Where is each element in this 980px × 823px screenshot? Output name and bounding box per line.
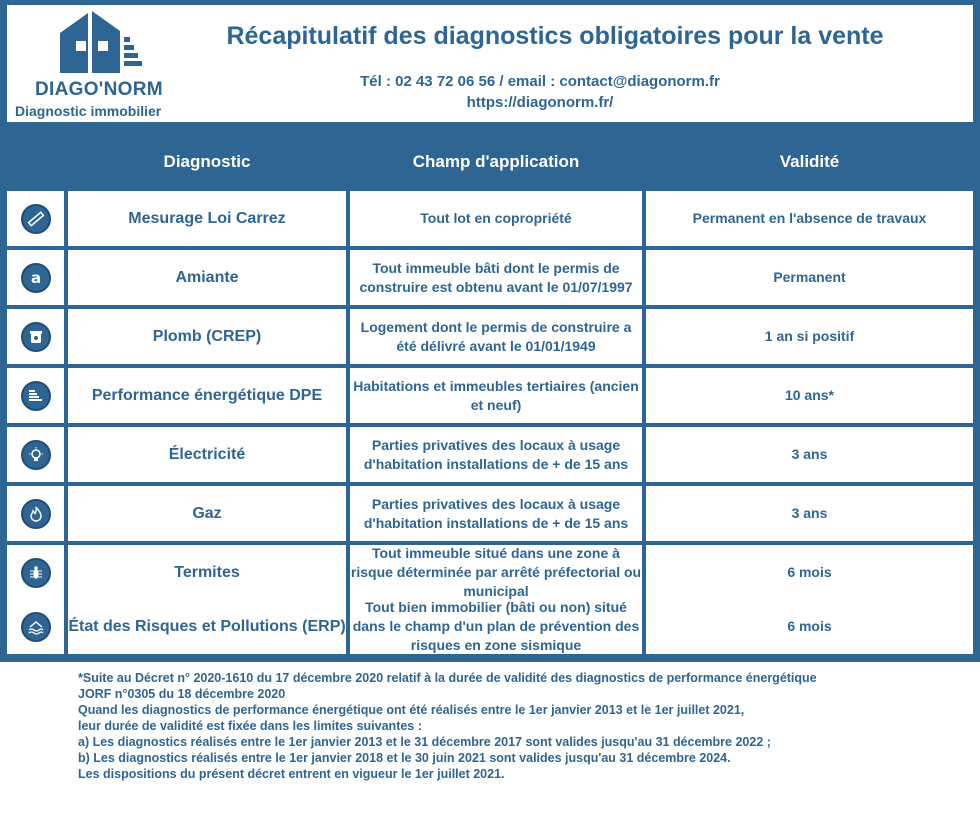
diagnostic-name: Amiante [68, 250, 346, 305]
table-row [7, 368, 973, 423]
validity-text: 6 mois [646, 599, 973, 654]
website-link[interactable]: https://diagonorm.fr/ [466, 94, 614, 111]
footnote [78, 670, 958, 782]
flood-risk-icon [21, 612, 51, 642]
flame-icon [21, 499, 51, 529]
table-row [7, 599, 973, 655]
table-row [7, 427, 973, 482]
application-text: Logement dont le permis de construire a été délivré avant le 01/01/1949 [350, 309, 642, 364]
validity-text: Permanent [646, 250, 973, 305]
application-text: Tout immeuble bâti dont le permis de construire est obtenu avant le 01/07/1997 [350, 250, 642, 305]
contact-info [257, 71, 823, 113]
footnote-line: Les dispositions du présent décret entrent en vigueur le 1er juillet 2021. [78, 767, 505, 781]
svg-text:a: a [30, 268, 41, 287]
validity-text: 3 ans [646, 486, 973, 541]
validity-text: 1 an si positif [646, 309, 973, 364]
diagnostic-name: Électricité [68, 427, 346, 482]
diagnostic-name: Plomb (CREP) [68, 309, 346, 364]
lightbulb-icon [21, 440, 51, 470]
footnote-line: a) Les diagnostics réalisés entre le 1er janvier 2013 et le 31 décembre 2017 sont valides jusqu'au 31 décembre 2022 ; [78, 735, 771, 749]
validity-text: 10 ans* [646, 368, 973, 423]
diagnostic-name: Performance énergétique DPE [68, 368, 346, 423]
table-row [7, 545, 973, 600]
validity-text: 6 mois [646, 545, 973, 600]
application-text: Parties privatives des locaux à usage d'habitation installations de + de 15 ans [350, 486, 642, 541]
application-text: Tout lot en copropriété [350, 191, 642, 246]
ruler-icon [21, 204, 51, 234]
diagnostic-name: Termites [68, 545, 346, 600]
validity-text: 3 ans [646, 427, 973, 482]
paint-bucket-icon [21, 322, 51, 352]
footnote-line: b) Les diagnostics réalisés entre le 1er janvier 2018 et le 30 juin 2021 sont valides jusqu'au 31 décembre 2024. [78, 751, 731, 765]
column-header-validity: Validité [779, 152, 840, 171]
house-logo-icon [58, 11, 142, 73]
brand-name: DIAGO'NORM [35, 79, 163, 100]
footnote-line: *Suite au Décret n° 2020-1610 du 17 décembre 2020 relatif à la durée de validité des diagnostics de performance énergétique [78, 671, 817, 685]
diagnostic-name: État des Risques et Pollutions (ERP) [68, 599, 346, 654]
table-row [7, 250, 973, 305]
table-row [7, 191, 973, 246]
termite-icon [21, 558, 51, 588]
column-header-application: Champ d'application [412, 152, 580, 171]
validity-text: Permanent en l'absence de travaux [646, 191, 973, 246]
application-text: Parties privatives des locaux à usage d'habitation installations de + de 15 ans [350, 427, 642, 482]
footnote-line: Quand les diagnostics de performance énergétique ont été réalisés entre le 1er janvier 2013 et le 1er juillet 2021, [78, 703, 745, 717]
footnote-line: leur durée de validité est fixée dans les limites suivantes : [78, 719, 422, 733]
table-row [7, 486, 973, 541]
contact-line[interactable]: Tél : 02 43 72 06 56 / email : contact@diagonorm.fr [360, 73, 720, 90]
asbestos-icon [21, 263, 51, 293]
table-row [7, 309, 973, 364]
diagnostic-name: Mesurage Loi Carrez [68, 191, 346, 246]
application-text: Tout bien immobilier (bâti ou non) situé dans le champ d'un plan de prévention des risques en zone sismique [350, 599, 642, 654]
footnote-line: JORF n°0305 du 18 décembre 2020 [78, 687, 286, 701]
application-text: Tout immeuble situé dans une zone à risque déterminée par arrêté préfectorial ou municipal [350, 545, 642, 599]
application-text: Habitations et immeubles tertiaires (ancien et neuf) [350, 368, 642, 423]
brand-tagline: Diagnostic immobilier [15, 103, 162, 119]
diagnostic-name: Gaz [68, 486, 346, 541]
energy-label-icon [21, 381, 51, 411]
column-header-diagnostic: Diagnostic [163, 152, 251, 171]
page-title: Récapitulatif des diagnostics obligatoires pour la vente [226, 22, 884, 50]
logo [13, 11, 183, 119]
header [7, 5, 973, 122]
